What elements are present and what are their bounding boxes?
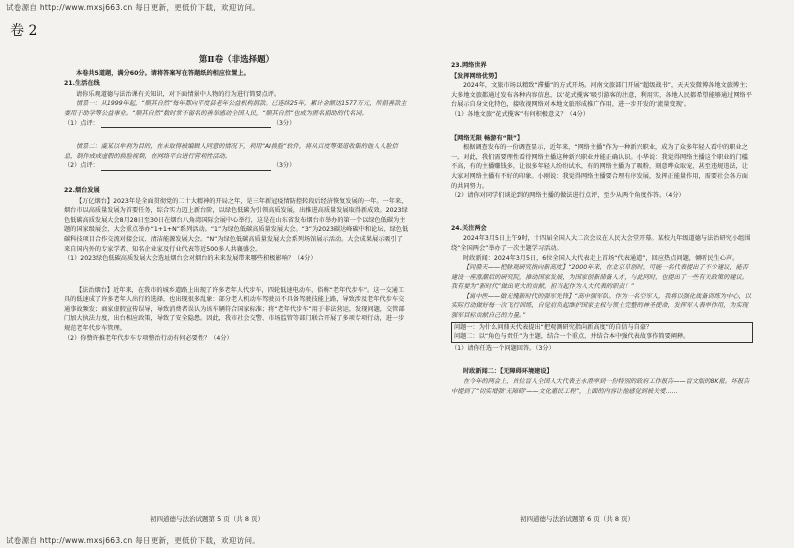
left-page-column bbox=[64, 56, 409, 343]
q21-prompt: 请你乐观道德与法治课有关知识，对下面情景中人物的行为进行简要点评。 bbox=[76, 90, 281, 98]
part-title: 第Ⅱ卷（非选择题） bbox=[198, 55, 275, 65]
q21-comment-1 bbox=[64, 119, 409, 129]
q22-section-1: 【万亿烟台】2023年是全面贯彻党的二十大精神的开局之年，是三年新冠疫情防控转段后经济恢复发展的一年。一年来，烟台市以高质量发展为首要任务，综合实力迈上新台阶，以绿色低碳为引领高质发展，出推进高质量发展取得新成效。2023绿色低碳高质发展大会8月28日至30日在烟台八角湾国际会展中心举行，这是在山东省发布烟台市举办的第一个以绿色低碳为主题的国家级展会、大会重点举办“1+1+N”系列活动。“1”为绿色低碳高质量发展大会。“3”为2023碳达峰碳中和论坛、绿色低碳科技项目合作交流对接会议、清洁能源发展大会。“N”为绿色低碳高质量发展大会系列场馆展示活动。大会成果展示吸引了来自国内外的专家学者、知名企业家及行业代表等近500多人共襄盛会。 bbox=[64, 197, 409, 253]
q22-section-2: 【法治烟台】近年来，在我市的城乡道路上出现了许多老年人代步车，四轮低速电动车，俗称“老年代步车”。这一交通工具的低速成了许多老年人出行的选择，也出现很多乱象：部分老人机动车驾驶员不具备驾驶技能上路，导致涉及老年代步车交通事故频发；商家虚假宣传误导，导致消费者误认为该车辆符合国家标准；将“老年代步车”用于非法营运，发现问题，交管部门加大执法力度，出台相应政策，导致了安全隐患。因此，我市社会交警、市场监管等部门联合开展了多项专项行动，进一步规范老年代步车管理。 bbox=[64, 286, 405, 333]
left-page-footer: 初四道德与法治试题第 5 页（共 8 页） bbox=[150, 515, 265, 523]
q21-answer-line-1[interactable] bbox=[101, 120, 271, 128]
instructions: 本卷共5道题，满分60分。请将答案写在答题纸的相应位置上。 bbox=[76, 69, 250, 77]
q21-title: 21.生活在线 bbox=[64, 80, 100, 88]
q24-question-box bbox=[451, 322, 753, 343]
q21-comment-2-score: （3分） bbox=[272, 162, 296, 170]
q22-question-1: （1）2023绿色低碳高质发展大会选址烟台会对烟台的未来发展带来哪些积极影响？（4分） bbox=[64, 255, 317, 263]
q22-title: 22.烟台发展 bbox=[64, 186, 100, 194]
q24-news-2-title: 时政新闻二：【无障碍环境建设】 bbox=[463, 368, 553, 376]
right-page-footer: 初四道德与法治试题第 6 页（共 8 页） bbox=[520, 515, 635, 523]
q24-box-question-2: 问题二：以“角色与责任”为主题，结合一个重点，并结合本中强代表故事作简要阐释。 bbox=[454, 333, 690, 341]
q24-box-question-1: 问题一：为什么问鼎天代表提出“把观测研究指向新高度”的自信与自豪？ bbox=[454, 323, 653, 331]
q23-question-1: （1）各地文旅“花式揽客”有何积极意义？（4分） bbox=[451, 110, 590, 118]
q23-section-1: 2024年，文旅市场以精致“滞播”的方式开场。河南文旅部门开展“超级战书”，天天发微博各地文旅博主；大多地文旅都通过发布各种内容信息，以‘花式揽客’吸引游客的注意，利用实，各地人民都希望能够通过网络平台展示自身文化特色，接收视网络对本地文旅形成推广作用，进一步开发的‘流量变现’。 bbox=[451, 82, 752, 109]
q21-answer-line-2[interactable] bbox=[101, 163, 271, 171]
q24-question-1: （1）请你任选一个问题回答。（3分） bbox=[451, 344, 555, 352]
top-watermark-bar bbox=[0, 0, 794, 14]
q24-intro: 2024年3月5日上午9时，十四届全国人大二次会议在人民大会堂开幕。某校九年级道德与法治研究小组围绕“全国两会”举办了一次主题学习活动。 bbox=[451, 235, 751, 252]
q23-section-1-title: 【发挥网络优势】 bbox=[451, 72, 501, 80]
q24-quote-1: 【问鼎天——把脉观研究指向新高度】“2000年来，在北京草创时，可能一名代表提出了不少建议，能否建设一座涨潮后的研究院，推动国家发展，为国家创新储备人才，与此同时，也提出了一些有关政策的建议。我有要为“新时代”做出更大的贡献，担当起作为人大代表的职责！” bbox=[451, 264, 749, 291]
q23-section-2-title: 【网络无限 畅游有“限”】 bbox=[451, 134, 524, 142]
q21-scenario-2: 情景二：虞某以牟利为目的，在未取得被编辑人同意的情况下，利用“AI换脸”软件，将从百度等渠道收集的他人人脸信息，制作成成虚假的换脸视频，在网络平台进行营利性活动。 bbox=[64, 143, 398, 160]
q21-comment-2-label: （2）点评： bbox=[64, 162, 99, 170]
q24-quote-2: 【寓中医——做无愧新时代的强军先锋】“高中强军队。作为一名空军人，我将以强化战备训练为中心，以实际行动做好每一次飞行训练，自觉肩负起维护国家主权与领土完整的神圣使命，发挥军人表率作用，为实现强军目标贡献自己的力量。” bbox=[451, 292, 751, 320]
q23-question-2: （2）请你对同学们谈论到的网络主播的做法进行点评，至少从两个角度作答。（4分） bbox=[451, 192, 685, 200]
q21-scenario-1: 情景一：从1999年起，“顺其自然”每年都向平度县老年公益机构捐款。已连续25年，累计金额达1577万元，所捐善款主要用于助学等公益事业。“顺其自然”数时常不留名的善举感动全国人民，“顺其自然”也成为匿名捐助的代名词。 bbox=[64, 100, 407, 117]
paper-label: 卷 2 bbox=[10, 23, 38, 39]
q23-section-2: 根据调查发布的一份调查显示，近年来，“网络主播”作为一种新兴职业，成为了众多年轻人看中的职业之一。对此，我们需要理性看待网络主播这种新兴职业并能正确认识。小华说：我觉得网络主播这个职业的门槛不高，有的主播赚钱多，让很多年轻人纷纷试水，有的网络主播为了吸粉，刻意哗众取宠，甚至违规违法，让大家对网络主播有不好的印象。小刚说：我觉得网络主播要合理有序发展，发挥正能量作用，需要社会各方面的共同努力。 bbox=[451, 144, 748, 190]
q22-question-2: （2）你赞许推老年代步车专项整治行动有何必要性？（4分） bbox=[64, 334, 233, 342]
top-watermark-text: 试卷源自 http://www.mxsj663.cn 每日更新，更低价下载，欢迎访问。 bbox=[6, 3, 261, 12]
q21-comment-1-label: （1）点评： bbox=[64, 119, 99, 127]
q24-news-1: 时政新闻：2024年3月5日，6位全国人大代表走上首场“代表通道”，回应热点问题，倾听民生心声。 bbox=[463, 254, 739, 262]
bottom-watermark-bar bbox=[0, 534, 794, 548]
q24-news-2: 在今年的两会上，首位盲人全国人大代表王永澄率到一份特别的政府工作报告——盲文版的8K报。坏报告中提到了“切实增强‘无障碍’——文化惠民工程”，上面的内容让他感觉到被关爱…… bbox=[451, 378, 750, 395]
q21-comment-2 bbox=[64, 161, 409, 171]
q21-comment-1-score: （3分） bbox=[272, 119, 296, 127]
bottom-watermark-text: 试卷源自 http://www.mxsj663.cn 每日更新，更低价下载，欢迎访问。 bbox=[6, 536, 261, 545]
right-page-column bbox=[451, 60, 753, 396]
q23-title: 23.网络世界 bbox=[451, 62, 487, 69]
q24-title: 24.关注两会 bbox=[451, 224, 487, 232]
